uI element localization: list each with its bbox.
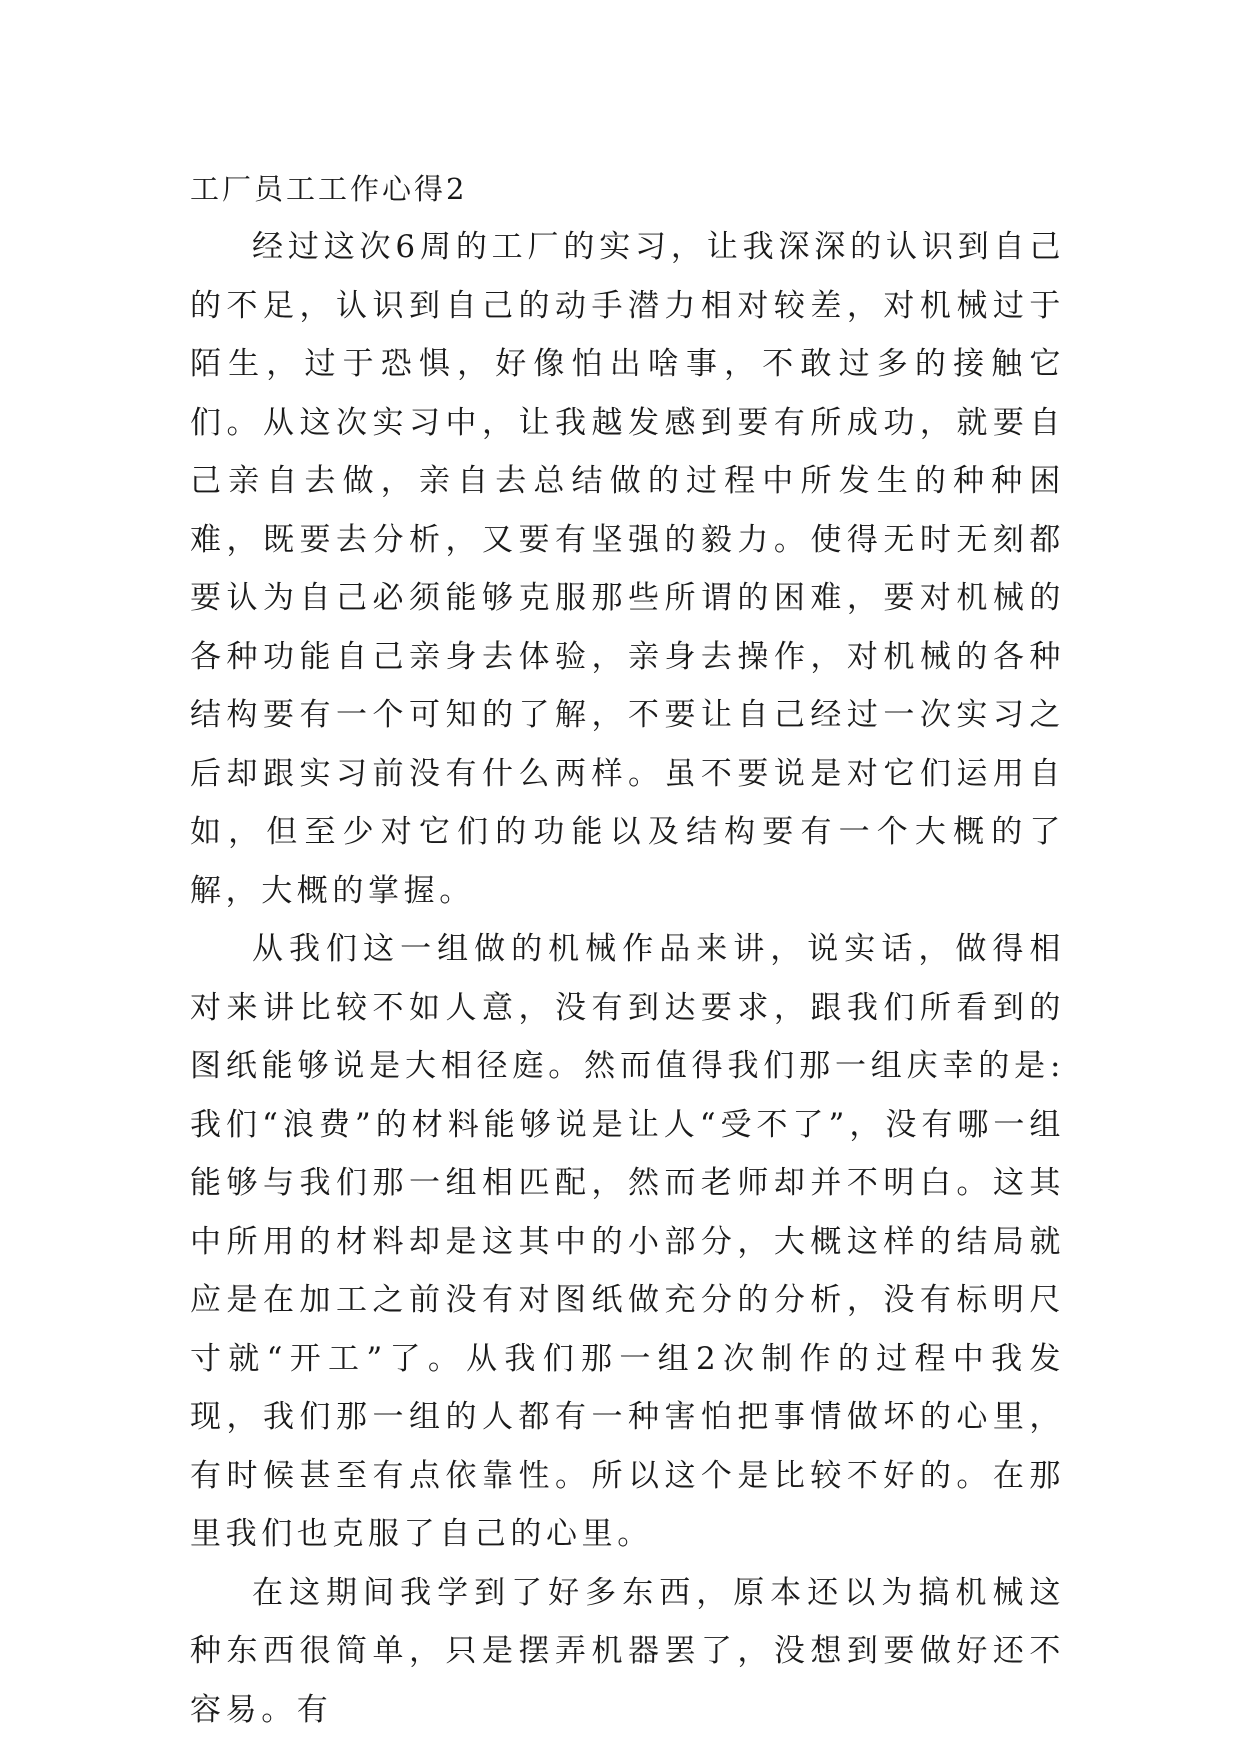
- document-title: 工厂员工工作心得2: [190, 172, 468, 206]
- paragraph-3: 在这期间我学到了好多东西，原本还以为搞机械这种东西很简单，只是摆弄机器罢了，没想到要做好还不容易。有: [190, 1574, 1065, 1728]
- paragraph-1: 经过这次6周的工厂的实习，让我深深的认识到自己的不足，认识到自己的动手潜力相对较差，对机械过于陌生，过于恐惧，好像怕出啥事，不敢过多的接触它们。从这次实习中，让我越发感到要有所成功，就要自己亲自去做，亲自去总结做的过程中所发生的种种困难，既要去分析，又要有坚强的毅力。使得无时无刻都要认为自己必须能够克服那些所谓的困难，要对机械的各种功能自己亲身去体验，亲身去操作，对机械的各种结构要有一个可知的了解，不要让自己经过一次实习之后却跟实习前没有什么两样。虽不要说是对它们运用自如，但至少对它们的功能以及结构要有一个大概的了解，大概的掌握。: [190, 229, 1065, 909]
- document-page: [190, 160, 1065, 1739]
- paragraph-2: 从我们这一组做的机械作品来讲，说实话，做得相对来讲比较不如人意，没有到达要求，跟我们所看到的图纸能够说是大相径庭。然而值得我们那一组庆幸的是:我们“浪费”的材料能够说是让人“受不了”，没有哪一组能够与我们那一组相匹配，然而老师却并不明白。这其中所用的材料却是这其中的小部分，大概这样的结局就应是在加工之前没有对图纸做充分的分析，没有标明尺寸就“开工”了。从我们那一组2次制作的过程中我发现，我们那一组的人都有一种害怕把事情做坏的心里，有时候甚至有点依靠性。所以这个是比较不好的。在那里我们也克服了自己的心里。: [190, 931, 1065, 1552]
